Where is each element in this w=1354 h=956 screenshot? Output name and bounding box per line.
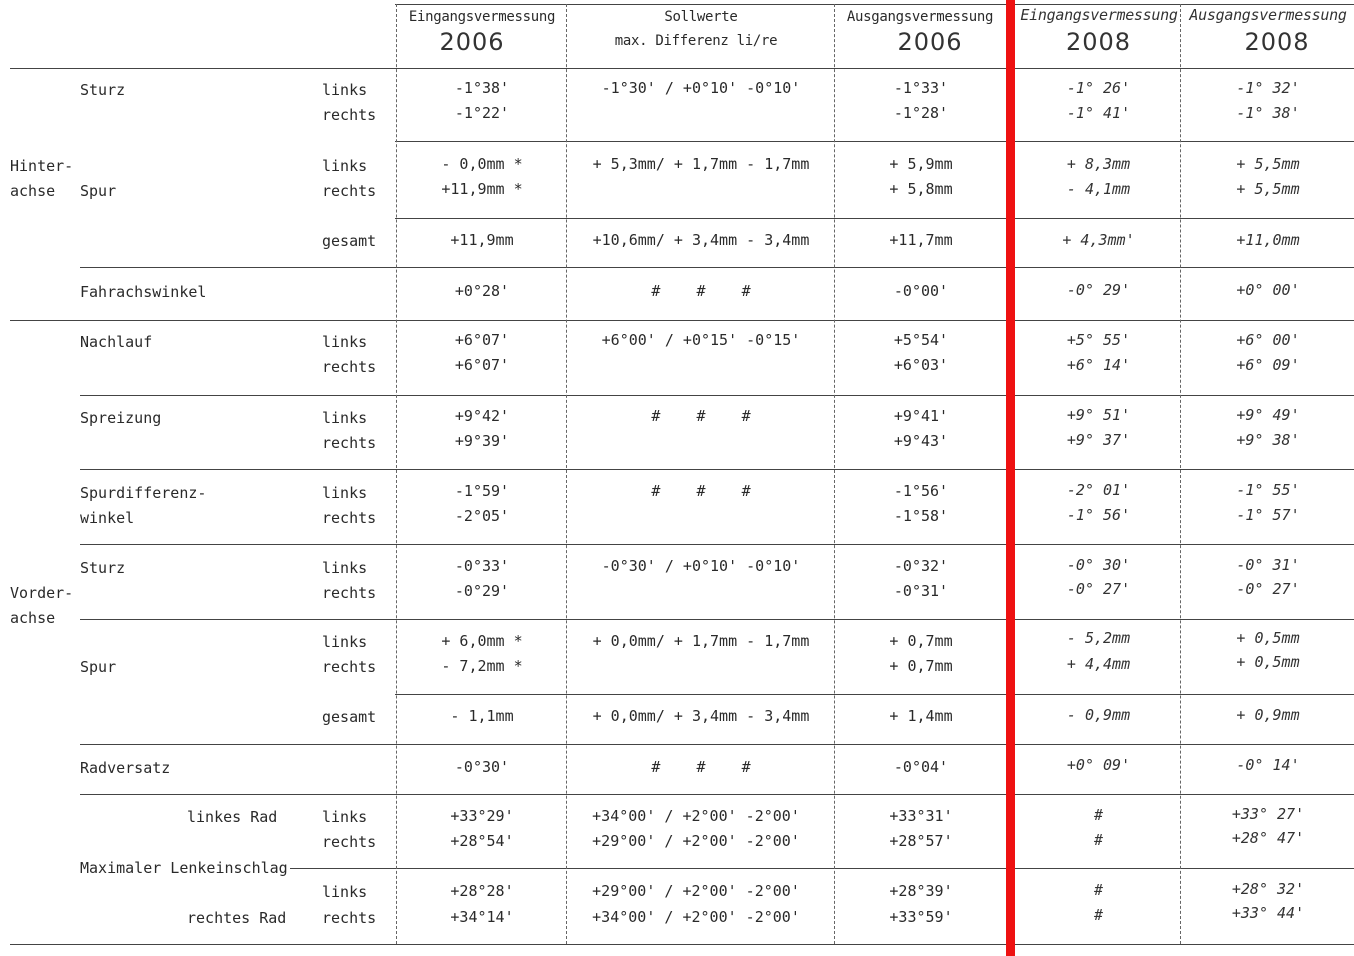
rule-r1 xyxy=(395,141,1354,142)
cell-aus08: -0° 27' xyxy=(1236,580,1300,598)
cell-soll: +29°00' / +2°00' -2°00' xyxy=(592,882,800,900)
cell-aus08: + 0,9mm xyxy=(1236,706,1300,724)
cell-aus06: + 1,4mm xyxy=(889,707,953,725)
cell-ein06: +11,9mm * xyxy=(441,180,523,198)
cell-aus08: + 5,5mm xyxy=(1236,155,1300,173)
cell-ein06: +34°14' xyxy=(450,908,514,926)
axle-rear-l2: achse xyxy=(10,182,56,200)
cell-soll: +6°00' / +0°15' -0°15' xyxy=(601,331,801,349)
cell-ein08: -1° 56' xyxy=(1066,506,1131,524)
cell-soll: +10,6mm/ + 3,4mm - 3,4mm xyxy=(592,231,810,249)
row-label-spur-front: Spur xyxy=(80,658,117,676)
cell-aus08: +33° 44' xyxy=(1231,904,1305,922)
rule-axle xyxy=(10,320,1354,321)
cell-aus06: +11,7mm xyxy=(889,231,953,249)
cell-soll: +34°00' / +2°00' -2°00' xyxy=(592,807,800,825)
cell-ein06: +9°39' xyxy=(454,432,510,450)
axle-front-l1: Vorder- xyxy=(10,584,74,602)
row-label-radversatz: Radversatz xyxy=(80,759,171,777)
cell-ein06: +28°28' xyxy=(450,882,514,900)
cell-ein06: +11,9mm xyxy=(450,231,514,249)
cell-ein08: -2° 01' xyxy=(1066,481,1131,499)
rule-r8 xyxy=(80,619,1354,620)
cell-aus08: +6° 00' xyxy=(1236,331,1300,349)
cell-aus08: +11,0mm xyxy=(1236,231,1300,249)
cell-aus06: +33°59' xyxy=(889,908,953,926)
cell-ein06: -0°29' xyxy=(454,582,510,600)
cell-ein08: +9° 37' xyxy=(1066,431,1131,449)
cell-aus08: +28° 32' xyxy=(1231,880,1305,898)
cell-ein06: +0°28' xyxy=(454,282,510,300)
side-label: rechts xyxy=(322,833,377,851)
side-label: links xyxy=(322,333,368,351)
cell-ein08: -1° 26' xyxy=(1066,79,1131,97)
cell-aus06: +28°57' xyxy=(889,832,953,850)
cell-aus06: -1°58' xyxy=(893,507,949,525)
side-label-gesamt: gesamt xyxy=(322,708,377,726)
cell-ein06: +9°42' xyxy=(454,407,510,425)
cell-ein08: +6° 14' xyxy=(1066,356,1131,374)
row-label-nachlauf: Nachlauf xyxy=(80,333,153,351)
side-label: rechts xyxy=(322,106,377,124)
header-aus06-title: Ausgangsvermessung xyxy=(846,9,994,25)
cell-aus08: -1° 55' xyxy=(1236,481,1300,499)
cell-aus08: + 0,5mm xyxy=(1236,629,1300,647)
cell-aus06: + 0,7mm xyxy=(889,657,953,675)
side-label: links xyxy=(322,81,368,99)
cell-ein08: + 8,3mm xyxy=(1066,155,1131,173)
col-sep-2 xyxy=(566,4,567,944)
cell-soll: +29°00' / +2°00' -2°00' xyxy=(592,832,800,850)
row-label-spur-rear: Spur xyxy=(80,182,117,200)
rule-r10 xyxy=(80,744,1354,745)
cell-soll: # # # xyxy=(651,407,751,425)
col-sep-3 xyxy=(834,4,835,944)
rule-r12 xyxy=(290,868,1354,869)
cell-aus06: -1°33' xyxy=(893,79,949,97)
cell-aus08: -1° 38' xyxy=(1236,104,1300,122)
side-label: links xyxy=(322,559,368,577)
rule-bottom xyxy=(10,944,1354,945)
cell-soll: +34°00' / +2°00' -2°00' xyxy=(592,908,800,926)
cell-soll: # # # xyxy=(651,482,751,500)
cell-soll: + 5,3mm/ + 1,7mm - 1,7mm xyxy=(592,155,810,173)
cell-aus08: -1° 57' xyxy=(1236,506,1300,524)
cell-ein06: +28°54' xyxy=(450,832,514,850)
side-label-gesamt: gesamt xyxy=(322,232,377,250)
rule-r5 xyxy=(80,395,1354,396)
row-label-fahrachswinkel: Fahrachswinkel xyxy=(80,283,207,301)
cell-aus06: + 0,7mm xyxy=(889,632,953,650)
col-sep-1 xyxy=(396,4,397,944)
cell-ein06: -0°30' xyxy=(454,758,510,776)
cell-ein06: -2°05' xyxy=(454,507,510,525)
cell-ein08: # xyxy=(1093,906,1104,924)
side-label: links xyxy=(322,157,368,175)
cell-ein08: - 5,2mm xyxy=(1066,629,1131,647)
cell-ein08: -0° 27' xyxy=(1066,580,1131,598)
header-ein06-year: 2006 xyxy=(439,28,505,56)
cell-aus08: +9° 38' xyxy=(1236,431,1300,449)
row-label-sturz-front: Sturz xyxy=(80,559,126,577)
cell-ein06: +33°29' xyxy=(450,807,514,825)
cell-ein08: # xyxy=(1093,881,1104,899)
cell-aus06: -0°32' xyxy=(893,557,949,575)
cell-ein06: -1°22' xyxy=(454,104,510,122)
cell-aus08: +6° 09' xyxy=(1236,356,1300,374)
header-soll-title: Sollwerte xyxy=(664,9,738,25)
cell-aus06: +28°39' xyxy=(889,882,953,900)
cell-soll: + 0,0mm/ + 3,4mm - 3,4mm xyxy=(592,707,810,725)
cell-ein08: +5° 55' xyxy=(1066,331,1131,349)
cell-aus06: +5°54' xyxy=(893,331,949,349)
cell-ein08: -1° 41' xyxy=(1066,104,1131,122)
header-aus08-title: Ausgangsvermessung xyxy=(1189,6,1347,24)
header-ein08-year: 2008 xyxy=(1065,28,1132,56)
header-soll-subtitle: max. Differenz li/re xyxy=(614,33,778,49)
side-label: rechts xyxy=(322,434,377,452)
side-label: links xyxy=(322,808,368,826)
cell-aus08: -0° 14' xyxy=(1236,756,1300,774)
red-divider xyxy=(1006,0,1015,956)
rule-top xyxy=(395,4,1354,5)
rule-r11 xyxy=(80,794,1354,795)
row-label-spreizung: Spreizung xyxy=(80,409,162,427)
side-label: links xyxy=(322,484,368,502)
cell-ein06: +6°07' xyxy=(454,331,510,349)
cell-ein08: - 4,1mm xyxy=(1066,180,1131,198)
side-label: links xyxy=(322,409,368,427)
side-label: links xyxy=(322,633,368,651)
row-label-spurdifferenz-2: winkel xyxy=(80,509,135,527)
axle-front-l2: achse xyxy=(10,609,56,627)
header-aus06-year: 2006 xyxy=(897,28,963,56)
cell-aus06: + 5,8mm xyxy=(889,180,953,198)
cell-aus06: -0°04' xyxy=(893,758,949,776)
axle-rear-l1: Hinter- xyxy=(10,157,74,175)
cell-ein08: +9° 51' xyxy=(1066,406,1131,424)
cell-aus06: +33°31' xyxy=(889,807,953,825)
cell-ein06: -0°33' xyxy=(454,557,510,575)
cell-aus08: +33° 27' xyxy=(1231,805,1305,823)
cell-ein08: +0° 09' xyxy=(1066,756,1131,774)
rule-r2 xyxy=(395,218,1354,219)
cell-ein06: - 1,1mm xyxy=(450,707,514,725)
side-label: rechts xyxy=(322,584,377,602)
col-sep-4 xyxy=(1180,4,1181,944)
rule-r3 xyxy=(80,267,1354,268)
side-label: rechts xyxy=(322,509,377,527)
side-label: rechts xyxy=(322,658,377,676)
header-aus08-year: 2008 xyxy=(1244,28,1310,56)
cell-ein08: # xyxy=(1093,831,1104,849)
cell-ein08: + 4,3mm' xyxy=(1062,231,1135,249)
cell-ein08: + 4,4mm xyxy=(1066,655,1131,673)
cell-aus06: +9°41' xyxy=(893,407,949,425)
side-label: rechts xyxy=(322,182,377,200)
cell-soll: # # # xyxy=(651,282,751,300)
cell-soll: -0°30' / +0°10' -0°10' xyxy=(601,557,801,575)
cell-ein06: -1°59' xyxy=(454,482,510,500)
row-label-linkes-rad: linkes Rad xyxy=(187,808,278,826)
cell-ein06: + 6,0mm * xyxy=(441,632,523,650)
cell-aus08: +28° 47' xyxy=(1231,829,1305,847)
cell-ein08: -0° 30' xyxy=(1066,556,1131,574)
side-label: rechts xyxy=(322,909,377,927)
cell-soll: + 0,0mm/ + 1,7mm - 1,7mm xyxy=(592,632,810,650)
rule-r9 xyxy=(395,694,1354,695)
row-label-rechtes-rad: rechtes Rad xyxy=(187,909,287,927)
side-label: links xyxy=(322,883,368,901)
cell-aus06: +6°03' xyxy=(893,356,949,374)
rule-header xyxy=(10,68,1354,69)
cell-ein06: - 7,2mm * xyxy=(441,657,523,675)
cell-ein08: -0° 29' xyxy=(1066,281,1131,299)
side-label: rechts xyxy=(322,358,377,376)
cell-aus08: + 5,5mm xyxy=(1236,180,1300,198)
cell-aus08: +9° 49' xyxy=(1236,406,1300,424)
header-ein06-title: Eingangsvermessung xyxy=(408,9,556,25)
cell-aus06: + 5,9mm xyxy=(889,155,953,173)
cell-ein06: +6°07' xyxy=(454,356,510,374)
cell-soll: -1°30' / +0°10' -0°10' xyxy=(601,79,801,97)
cell-aus06: +9°43' xyxy=(893,432,949,450)
row-label-spurdifferenz: Spurdifferenz- xyxy=(80,484,207,502)
cell-aus06: -1°56' xyxy=(893,482,949,500)
cell-aus08: -0° 31' xyxy=(1236,556,1300,574)
cell-aus08: -1° 32' xyxy=(1236,79,1300,97)
cell-soll: # # # xyxy=(651,758,751,776)
rule-r7 xyxy=(80,544,1354,545)
cell-aus08: +0° 00' xyxy=(1236,281,1300,299)
cell-ein06: - 0,0mm * xyxy=(441,155,523,173)
rule-r6 xyxy=(80,469,1354,470)
row-label-sturz-rear: Sturz xyxy=(80,81,126,99)
cell-ein08: # xyxy=(1093,806,1104,824)
cell-aus06: -1°28' xyxy=(893,104,949,122)
cell-ein06: -1°38' xyxy=(454,79,510,97)
header-ein08-title: Eingangsvermessung xyxy=(1020,6,1178,24)
cell-aus08: + 0,5mm xyxy=(1236,653,1300,671)
cell-ein08: - 0,9mm xyxy=(1066,706,1131,724)
cell-aus06: -0°00' xyxy=(893,282,949,300)
cell-aus06: -0°31' xyxy=(893,582,949,600)
row-label-lenkeinschlag: Maximaler Lenkeinschlag xyxy=(80,859,288,877)
